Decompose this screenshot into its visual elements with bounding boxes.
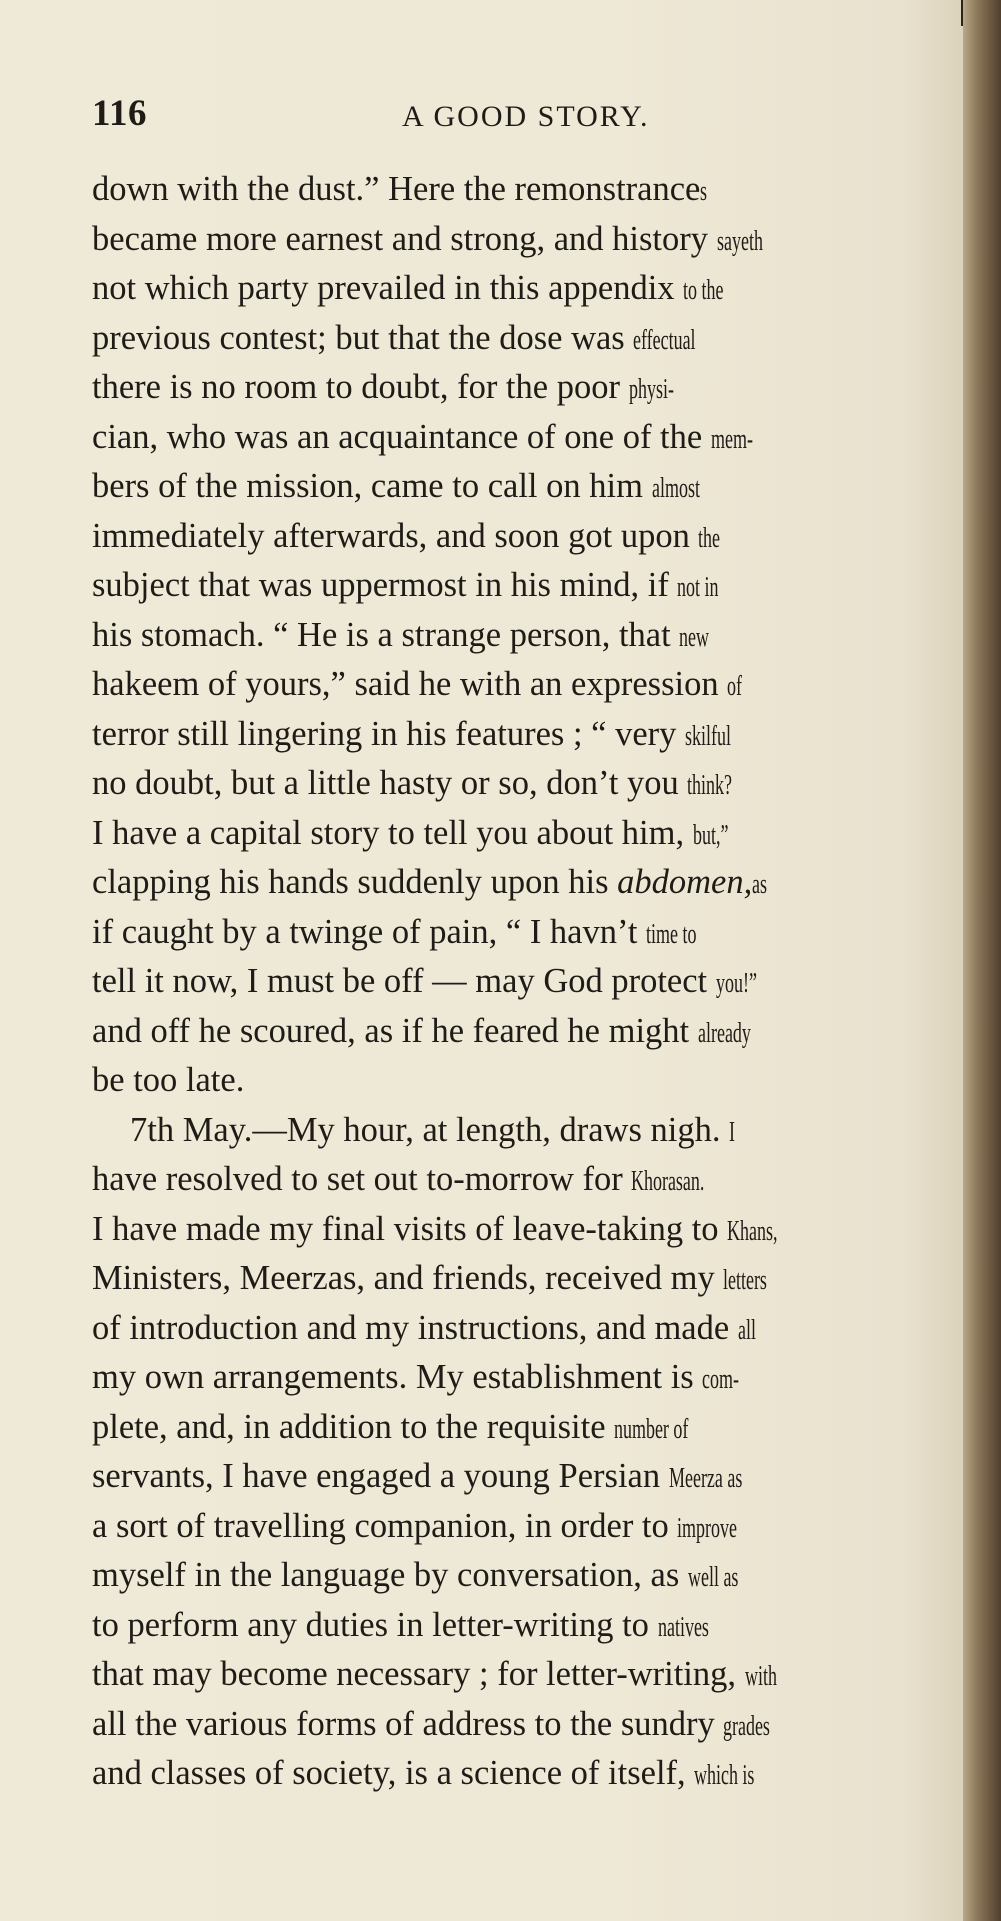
text-line (92, 1601, 962, 1651)
body-text (92, 165, 962, 1799)
text-line-main: be too late. (92, 1061, 245, 1099)
text-line-edge-fragment: number of (614, 1412, 689, 1445)
running-head: A GOOD STORY. (402, 100, 650, 133)
text-line-main: a sort of travelling companion, in order to (92, 1506, 678, 1545)
text-line (92, 858, 962, 908)
text-line-main: all the various forms of address to the sundry (92, 1704, 724, 1743)
text-line-main: I have a capital story to tell you about him, (92, 813, 693, 852)
text-line-main: previous contest; but that the dose was (92, 318, 634, 357)
text-line-main: Ministers, Meerzas, and friends, received my (92, 1259, 724, 1297)
text-line-main: there is no room to doubt, for the poor (92, 368, 629, 406)
text-line-edge-fragment: not in (677, 571, 719, 603)
text-line (92, 908, 962, 958)
text-line-main: servants, I have engaged a young Persian (92, 1457, 669, 1495)
text-line (92, 1650, 962, 1700)
text-line (92, 1502, 962, 1552)
text-line-main: to perform any duties in letter-writing to (92, 1605, 658, 1644)
text-line-main: have resolved to set out to-morrow for (92, 1160, 632, 1198)
text-line-edge-fragment: mem- (710, 422, 753, 455)
text-line (92, 215, 962, 265)
text-line (92, 1452, 962, 1502)
text-line (92, 759, 962, 809)
text-line-main: my own arrangements. My establishment is (92, 1358, 703, 1396)
text-line (92, 611, 962, 661)
text-line (92, 314, 962, 364)
text-line-main: and classes of society, is a science of itself, (92, 1754, 695, 1792)
text-line-main: clapping his hands suddenly upon his (92, 863, 618, 901)
text-line-main: subject that was uppermost in his mind, if (92, 566, 678, 604)
text-line-main: no doubt, but a little hasty or so, don’t you (92, 764, 688, 802)
text-line (92, 660, 962, 710)
text-line (92, 1749, 962, 1799)
text-line (92, 462, 962, 512)
text-line-main: not which party prevailed in this appendix (92, 269, 684, 307)
text-line-edge-fragment: improve (677, 1511, 738, 1544)
text-line-edge-fragment: physi- (628, 373, 674, 405)
text-line-main: cian, who was an acquaintance of one of the (92, 417, 711, 456)
text-line (92, 1304, 962, 1354)
text-line-edge-fragment: new (679, 620, 710, 653)
text-line (92, 561, 962, 611)
text-line-edge-fragment: I (729, 1115, 736, 1148)
text-line-main: down with the dust.” Here the remonstrance (92, 170, 701, 208)
text-line-main: tell it now, I must be off — may God protect (92, 962, 716, 1000)
text-line-edge-fragment: Khorasan. (631, 1165, 705, 1197)
text-line (92, 1353, 962, 1403)
text-line (92, 1007, 962, 1057)
text-line-main: became more earnest and strong, and history (92, 219, 717, 258)
text-line-edge-fragment: which is (694, 1759, 755, 1791)
text-line-main: I have made my final visits of leave-taking to (92, 1209, 728, 1248)
text-line-edge-fragment: you!” (715, 967, 757, 999)
text-line (92, 363, 962, 413)
text-line-main: hakeem of yours,” said he with an expression (92, 665, 728, 703)
text-line-main: immediately afterwards, and soon got upon (92, 516, 699, 555)
text-line-edge-fragment: effectual (633, 323, 696, 356)
text-line-edge-fragment: to the (683, 274, 724, 306)
text-line-main: and off he scoured, as if he feared he might (92, 1011, 698, 1050)
page-binding-gutter (963, 0, 1001, 1921)
text-line (92, 1155, 962, 1205)
text-line-edge-fragment: of (727, 670, 743, 702)
text-line (92, 809, 962, 859)
text-line (92, 165, 962, 215)
text-line-edge-fragment: sayeth (716, 224, 763, 257)
text-line (92, 1106, 962, 1156)
text-line-edge-fragment: already (697, 1016, 751, 1049)
text-line-main: myself in the language by conversation, as (92, 1556, 688, 1594)
text-line (92, 1700, 962, 1750)
text-line (92, 1056, 962, 1106)
text-line (92, 512, 962, 562)
text-line (92, 1205, 962, 1255)
text-line-edge-fragment: natives (657, 1610, 709, 1643)
text-line-edge-fragment: but,” (692, 818, 729, 851)
text-line-edge-fragment: think? (687, 769, 733, 801)
text-line (92, 710, 962, 760)
text-line-edge-fragment: almost (651, 472, 700, 504)
text-line-edge-fragment: well as (687, 1561, 739, 1593)
text-line-main: if caught by a twinge of pain, “ I havn’t (92, 912, 647, 951)
text-line-edge-fragment: with (744, 1660, 777, 1692)
text-line-edge-fragment: grades (723, 1709, 771, 1742)
text-line-edge-fragment: com- (702, 1363, 740, 1395)
text-line-main: bers of the mission, came to call on him (92, 467, 652, 505)
text-line (92, 1254, 962, 1304)
text-line-main: that may become necessary ; for letter-writing, (92, 1655, 745, 1693)
text-line-edge-fragment: Khans, (727, 1214, 778, 1247)
text-line-edge-fragment: Meerza as (668, 1462, 743, 1494)
text-line-edge-fragment: time to (646, 917, 697, 950)
text-line (92, 1403, 962, 1453)
text-line (92, 264, 962, 314)
text-line (92, 413, 962, 463)
text-line-edge-fragment: the (698, 521, 721, 554)
text-line-edge-fragment: all (737, 1313, 756, 1346)
text-line-edge-fragment: s (700, 175, 708, 207)
text-line-main: plete, and, in addition to the requisite (92, 1407, 615, 1446)
text-line-edge-fragment: letters (723, 1264, 768, 1296)
text-line (92, 1551, 962, 1601)
text-line-main: 7th May.—My hour, at length, draws nigh. (130, 1110, 730, 1149)
text-line-main: terror still lingering in his features ; “ very (92, 714, 686, 753)
text-line-main: of introduction and my instructions, and made (92, 1308, 738, 1347)
italic-word: abdomen, (617, 863, 753, 901)
text-line-edge-fragment: as (752, 868, 768, 900)
text-line-main: his stomach. “ He is a strange person, that (92, 615, 680, 654)
text-line (92, 957, 962, 1007)
page-header (92, 92, 952, 140)
page-number: 116 (92, 93, 147, 134)
text-line-edge-fragment: skilful (685, 719, 732, 752)
